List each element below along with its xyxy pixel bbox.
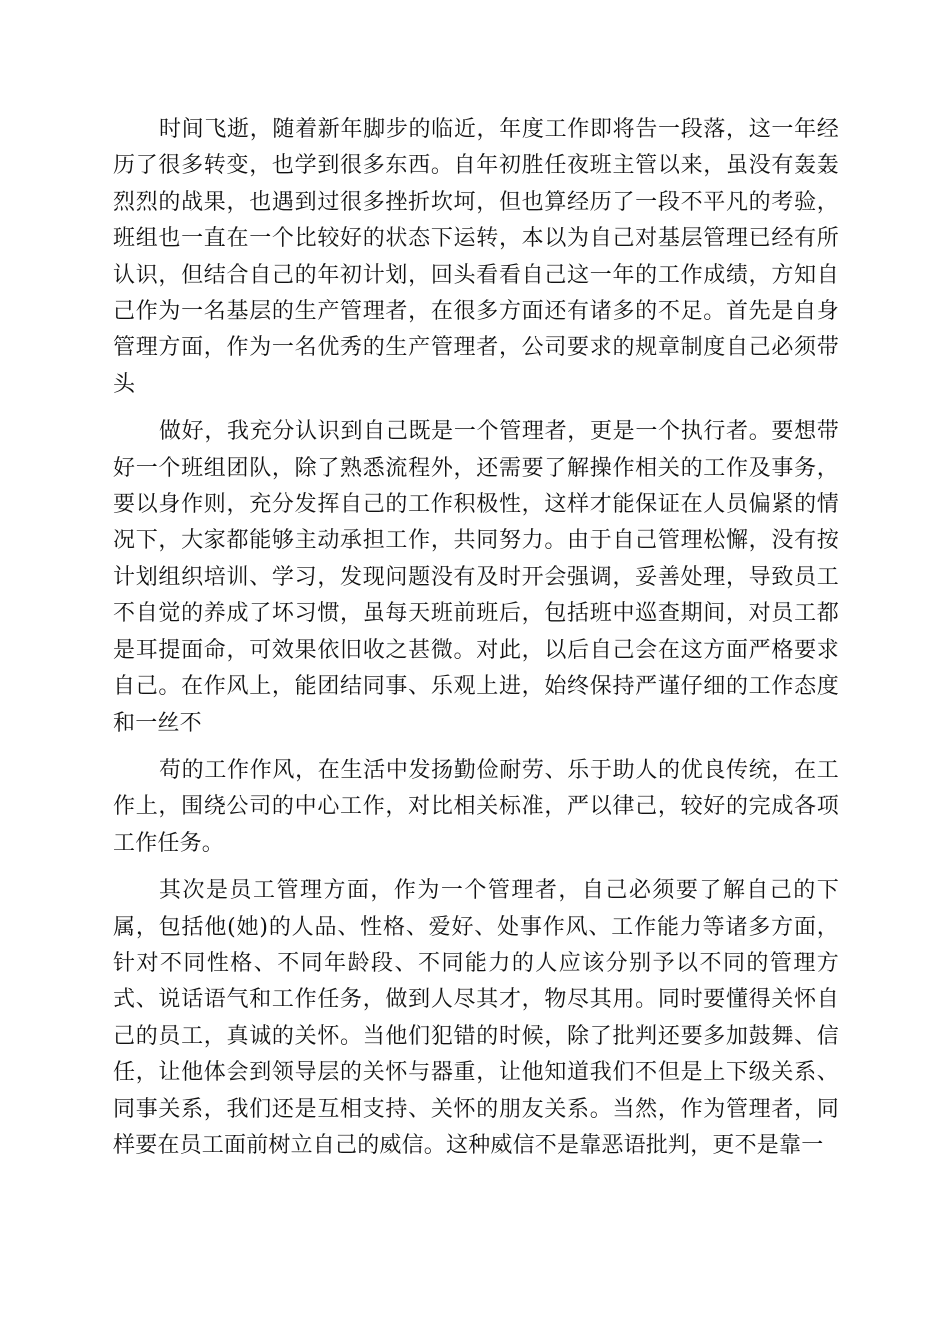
paragraph-1: 时间飞逝，随着新年脚步的临近，年度工作即将告一段落，这一年经历了很多转变，也学到很多东西。自年初胜任夜班主管以来，虽没有轰轰烈烈的战果，也遇到过很多挫折坎坷，但也算经历了一段不平凡的考验，班组也一直在一个比较好的状态下运转，本以为自己对基层管理已经有所认识，但结合自己的年初计划，回头看看自己这一年的工作成绩，方知自己作为一名基层的生产管理者，在很多方面还有诸多的不足。首先是自身管理方面，作为一名优秀的生产管理者，公司要求的规章制度自己必须带头 (113, 117, 839, 397)
paragraph-3: 苟的工作作风，在生活中发扬勤俭耐劳、乐于助人的优良传统，在工作上，围绕公司的中心工作，对比相关标准，严以律己，较好的完成各项工作任务。 (113, 757, 839, 856)
paragraph-4: 其次是员工管理方面，作为一个管理者，自己必须要了解自己的下属，包括他(她)的人品、性格、爱好、处事作风、工作能力等诸多方面，针对不同性格、不同年龄段、不同能力的人应该分别予以不同的管理方式、说话语气和工作任务，做到人尽其才，物尽其用。同时要懂得关怀自己的员工，真诚的关怀。当他们犯错的时候，除了批判还要多加鼓舞、信任，让他体会到领导层的关怀与器重，让他知道我们不但是上下级关系、同事关系，我们还是互相支持、关怀的朋友关系。当然，作为管理者，同样要在员工面前树立自己的威信。这种威信不是靠恶语批判，更不是靠一 (113, 878, 839, 1158)
document-page (113, 112, 839, 1164)
paragraph-2: 做好，我充分认识到自己既是一个管理者，更是一个执行者。要想带好一个班组团队，除了熟悉流程外，还需要了解操作相关的工作及事务，要以身作则，充分发挥自己的工作积极性，这样才能保证在人员偏紧的情况下，大家都能够主动承担工作，共同努力。由于自己管理松懈，没有按计划组织培训、学习，发现问题没有及时开会强调，妥善处理，导致员工不自觉的养成了坏习惯，虽每天班前班后，包括班中巡查期间，对员工都是耳提面命，可效果依旧收之甚微。对此，以后自己会在这方面严格要求自己。在作风上，能团结同事、乐观上进，始终保持严谨仔细的工作态度和一丝不 (113, 419, 839, 736)
